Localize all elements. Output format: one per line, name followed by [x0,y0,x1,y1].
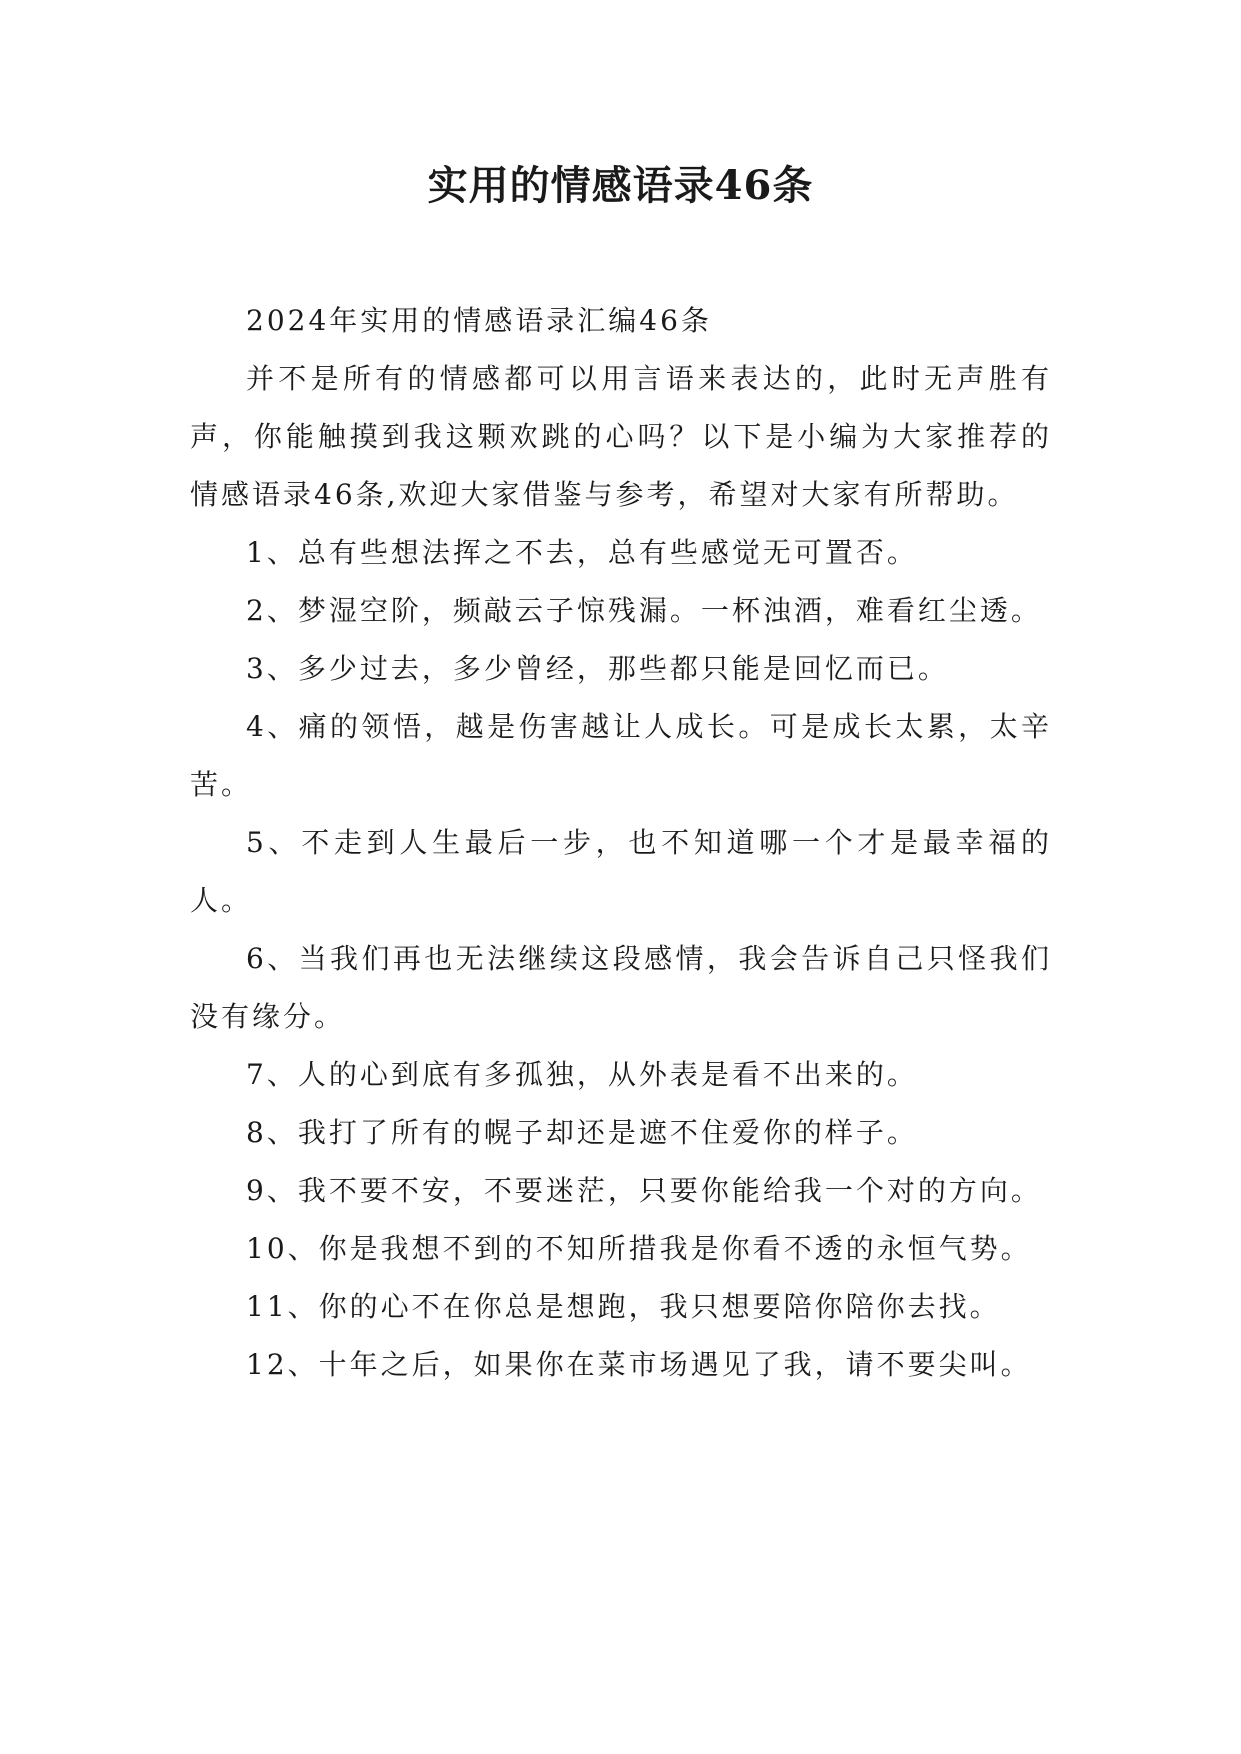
quote-paragraph: 6、当我们再也无法继续这段感情，我会告诉自己只怪我们没有缘分。 [190,942,1052,1033]
intro-paragraph: 并不是所有的情感都可以用言语来表达的，此时无声胜有声，你能触摸到我这颗欢跳的心吗？以下是小编为大家推荐的情感语录46条,欢迎大家借鉴与参考，希望对大家有所帮助。 [190,362,1052,511]
quote-paragraph: 7、人的心到底有多孤独，从外表是看不出来的。 [246,1058,918,1091]
quote-paragraph: 2、梦湿空阶，频敲云子惊残漏。一杯浊酒，难看红尘透。 [246,594,1042,627]
document-title: 实用的情感语录46条 [427,162,814,209]
quote-paragraph: 1、总有些想法挥之不去，总有些感觉无可置否。 [246,536,918,569]
quote-paragraph: 4、痛的领悟，越是伤害越让人成长。可是成长太累，太辛苦。 [190,710,1052,801]
quote-paragraph: 12、十年之后，如果你在菜市场遇见了我，请不要尖叫。 [246,1348,1032,1381]
document-body [190,292,1052,1394]
quote-paragraph: 11、你的心不在你总是想跑，我只想要陪你陪你去找。 [246,1290,1001,1323]
quote-paragraph: 10、你是我想不到的不知所措我是你看不透的永恒气势。 [246,1232,1032,1265]
quote-paragraph: 3、多少过去，多少曾经，那些都只能是回忆而已。 [246,652,949,685]
document-subtitle: 2024年实用的情感语录汇编46条 [246,304,712,337]
quote-paragraph: 5、不走到人生最后一步，也不知道哪一个才是最幸福的人。 [190,826,1052,917]
quote-paragraph: 8、我打了所有的幌子却还是遮不住爱你的样子。 [246,1116,918,1149]
quote-paragraph: 9、我不要不安，不要迷茫，只要你能给我一个对的方向。 [246,1174,1042,1207]
